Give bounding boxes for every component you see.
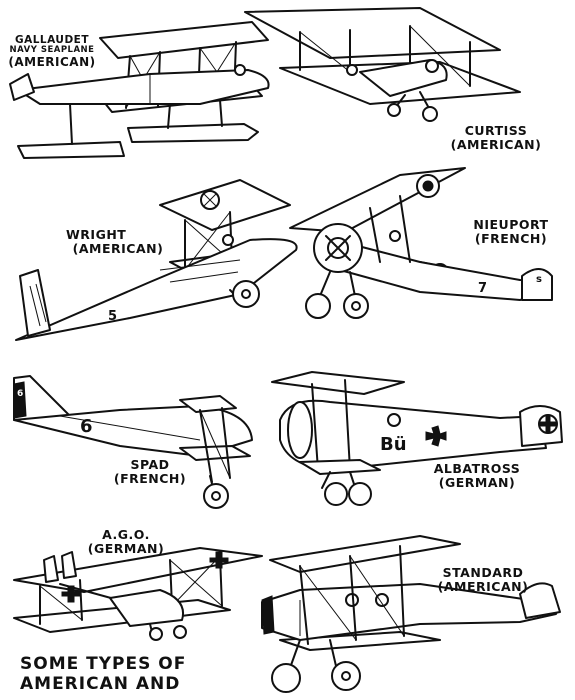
spad-tail-marking: 6	[17, 389, 24, 399]
nieuport-origin: (FRENCH)	[474, 231, 548, 247]
albatross-origin: (GERMAN)	[438, 475, 516, 491]
spad-number-marking: 6	[80, 416, 93, 437]
spad-name: SPAD	[130, 457, 170, 472]
gallaudet-name: GALLAUDET	[14, 34, 89, 46]
albatross-code-marking: Bü	[380, 434, 407, 455]
curtiss-label	[446, 124, 546, 153]
ago-drawing	[14, 548, 262, 640]
nieuport-tail-marking: s	[536, 274, 542, 285]
albatross-label	[422, 462, 532, 491]
wright-name: WRIGHT	[66, 227, 127, 242]
gallaudet-origin: (AMERICAN)	[8, 54, 96, 69]
gallaudet-label	[8, 34, 96, 70]
curtiss-name: CURTISS	[464, 123, 528, 138]
page-caption	[20, 654, 186, 695]
curtiss-drawing	[245, 8, 520, 121]
caption-line-2: AMERICAN AND	[20, 674, 181, 695]
caption-line-1: SOME TYPES OF	[20, 654, 187, 674]
ago-origin: (GERMAN)	[87, 541, 165, 557]
standard-label	[428, 566, 538, 595]
curtiss-origin: (AMERICAN)	[450, 137, 542, 153]
nieuport-label	[468, 218, 554, 247]
wright-label	[66, 228, 170, 257]
ago-name: A.G.O.	[102, 527, 150, 542]
spad-origin: (FRENCH)	[113, 471, 187, 487]
albatross-name: ALBATROSS	[433, 461, 521, 476]
ago-label	[86, 528, 166, 557]
wright-number-marking: 5	[108, 309, 118, 324]
spad-drawing	[14, 376, 252, 508]
standard-name: STANDARD	[442, 565, 524, 580]
standard-drawing	[262, 536, 560, 692]
spad-label	[110, 458, 190, 487]
nieuport-name: NIEUPORT	[473, 217, 549, 232]
nieuport-number-marking: 7	[478, 281, 488, 296]
wright-origin: (AMERICAN)	[72, 241, 164, 257]
wright-drawing	[16, 180, 297, 340]
standard-origin: (AMERICAN)	[437, 579, 529, 595]
gallaudet-type: NAVY SEAPLANE	[9, 45, 95, 56]
